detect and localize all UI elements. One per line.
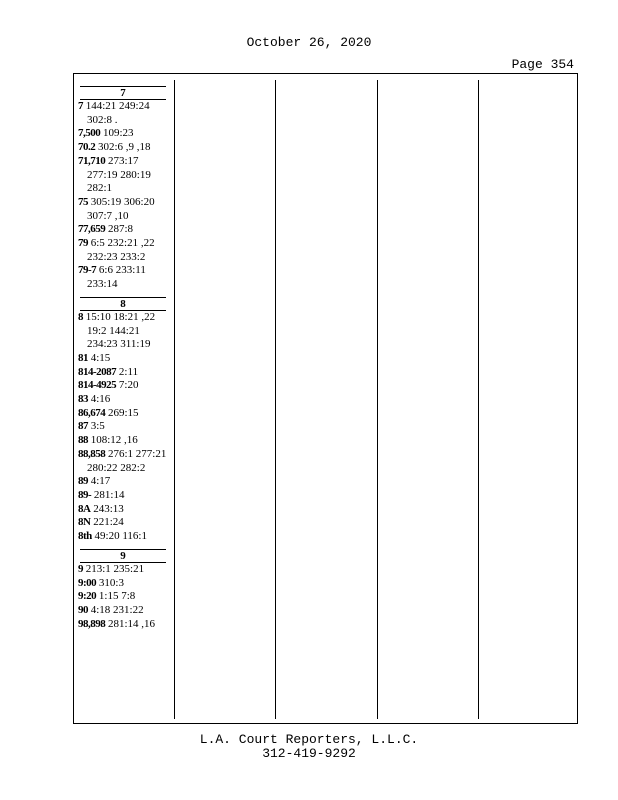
index-entry <box>78 100 170 127</box>
index-entry <box>78 127 170 141</box>
reporter-name: L.A. Court Reporters, L.L.C. <box>199 732 419 747</box>
column-divider <box>174 80 175 719</box>
index-term: 75 <box>78 195 88 208</box>
reporter-phone: 312-419-9292 <box>262 746 356 761</box>
index-refs: 6:5 232:21 ,22 232:23 233:2 <box>87 237 155 263</box>
index-entry <box>78 352 170 366</box>
index-term: 87 <box>78 420 88 433</box>
index-entry <box>78 590 170 604</box>
index-refs: 221:24 <box>93 516 124 529</box>
index-term: 88,858 <box>78 447 106 460</box>
index-refs: 302:6 ,9 ,18 <box>98 141 151 154</box>
index-refs: 287:8 <box>108 223 134 236</box>
index-entry <box>78 563 170 577</box>
index-entry <box>78 223 170 237</box>
index-term: 8A <box>78 502 91 515</box>
index-refs: 281:14 ,16 <box>108 617 156 630</box>
index-entry <box>78 141 170 155</box>
index-refs: 1:15 7:8 <box>98 590 136 603</box>
index-term: 8 <box>78 310 83 323</box>
index-refs: 273:17 277:19 280:19 282:1 <box>87 154 151 195</box>
index-entry <box>78 618 170 632</box>
index-term: 8N <box>78 516 91 529</box>
index-term: 71,710 <box>78 154 106 167</box>
index-term: 86,674 <box>78 406 106 419</box>
index-section-7 <box>78 86 170 292</box>
index-entry <box>78 407 170 421</box>
index-entry <box>78 489 170 503</box>
index-term: 81 <box>78 351 88 364</box>
index-term: 89- <box>78 488 92 501</box>
section-heading: 7 <box>80 86 166 100</box>
column-divider <box>377 80 378 719</box>
index-term: 98,898 <box>78 617 106 630</box>
index-entry <box>78 237 170 264</box>
index-refs: 269:15 <box>108 406 139 419</box>
section-heading: 9 <box>80 549 166 563</box>
index-refs: 3:5 <box>90 420 105 433</box>
index-entry <box>78 155 170 196</box>
index-term: 79-7 <box>78 264 97 277</box>
index-term: 7 <box>78 100 83 112</box>
index-section-8 <box>78 297 170 544</box>
index-refs: 281:14 <box>93 488 125 501</box>
index-term: 83 <box>78 393 88 406</box>
column-divider <box>275 80 276 719</box>
index-entry <box>78 475 170 489</box>
index-term: 79 <box>78 237 88 250</box>
index-entry <box>78 311 170 352</box>
index-term: 77,659 <box>78 223 106 236</box>
index-refs: 4:15 <box>90 351 111 364</box>
index-refs: 4:18 231:22 <box>90 603 144 616</box>
index-entry <box>78 448 170 475</box>
index-term: 9:00 <box>78 576 97 589</box>
index-entry <box>78 379 170 393</box>
index-column-1 <box>78 86 170 636</box>
index-refs: 243:13 <box>93 502 124 515</box>
column-divider <box>478 80 479 719</box>
index-entry <box>78 516 170 530</box>
index-term: 9:20 <box>78 590 97 603</box>
index-frame <box>73 73 578 724</box>
index-refs: 4:17 <box>90 475 111 488</box>
index-term: 814-2087 <box>78 365 117 378</box>
index-section-9 <box>78 549 170 632</box>
index-entry <box>78 434 170 448</box>
index-entry <box>78 196 170 223</box>
index-refs: 108:12 ,16 <box>90 434 138 447</box>
index-entry <box>78 264 170 291</box>
index-refs: 49:20 116:1 <box>94 530 147 543</box>
index-term: 89 <box>78 475 88 488</box>
index-entry <box>78 503 170 517</box>
index-term: 8th <box>78 530 92 543</box>
index-refs: 7:20 <box>118 379 139 392</box>
index-refs: 213:1 235:21 <box>85 562 145 575</box>
index-term: 9 <box>78 562 83 575</box>
index-refs: 109:23 <box>103 127 134 140</box>
transcript-date: October 26, 2020 <box>246 35 372 50</box>
index-term: 88 <box>78 434 88 447</box>
index-term: 814-4925 <box>78 379 117 392</box>
index-refs: 2:11 <box>118 365 139 378</box>
index-entry <box>78 420 170 434</box>
index-refs: 276:1 277:21 280:22 282:2 <box>87 447 167 474</box>
index-term: 70.2 <box>78 141 96 154</box>
index-term: 7,500 <box>78 127 101 140</box>
index-refs: 6:6 233:11 233:14 <box>87 264 146 291</box>
index-entry <box>78 366 170 380</box>
index-refs: 4:16 <box>90 393 111 406</box>
index-refs: 144:21 249:24 302:8 . <box>85 100 150 126</box>
page-number: Page 354 <box>511 57 574 72</box>
index-entry <box>78 393 170 407</box>
index-entry <box>78 604 170 618</box>
index-refs: 305:19 306:20 307:7 ,10 <box>87 195 155 222</box>
index-refs: 15:10 18:21 ,22 19:2 144:21 234:23 311:19 <box>85 310 156 351</box>
index-entry <box>78 530 170 544</box>
index-refs: 310:3 <box>98 576 124 589</box>
index-entry <box>78 577 170 591</box>
index-term: 90 <box>78 603 88 616</box>
section-heading: 8 <box>80 297 166 311</box>
